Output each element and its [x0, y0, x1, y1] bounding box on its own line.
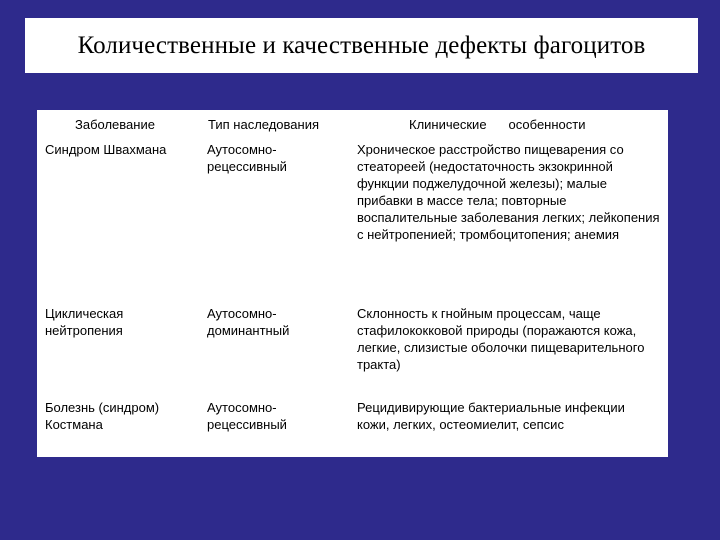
row-3-inheritance: Аутосомно-рецессивный [207, 400, 287, 432]
row-1-features: Хроническое расстройство пищеварения со стеатореей (недостаточность экзокринной функции поджелудочной железы); малые прибавки в массе тела; повторные воспалительные заболевания легких; лейкопения с нейтропенией; тромбоцитопения; анемия [357, 142, 660, 242]
header-clinical-part2: особенности [508, 117, 586, 132]
row-3-disease: Болезнь (синдром) Костмана [45, 400, 160, 432]
row-1-inheritance: Аутосомно-рецессивный [207, 142, 287, 174]
title-banner [25, 18, 698, 73]
header-disease: Заболевание [75, 117, 155, 132]
row-2-inheritance: Аутосомно-доминантный [207, 306, 290, 338]
header-clinical-part1: Клинические [409, 117, 487, 132]
row-2-features: Склонность к гнойным процессам, чаще стафилококковой природы (поражаются кожа, легкие, слизистые оболочки пищеварительного тракта) [357, 306, 645, 372]
row-1-disease: Синдром Швахмана [45, 142, 167, 157]
defects-table [37, 110, 668, 457]
row-2-disease: Циклическая нейтропения [45, 306, 124, 338]
page-title: Количественные и качественные дефекты фагоцитов [77, 31, 646, 59]
header-clinical [409, 117, 586, 132]
row-3-features: Рецидивирующие бактериальные инфекции кожи, легких, остеомиелит, сепсис [357, 400, 625, 432]
header-inheritance: Тип наследования [208, 117, 320, 132]
